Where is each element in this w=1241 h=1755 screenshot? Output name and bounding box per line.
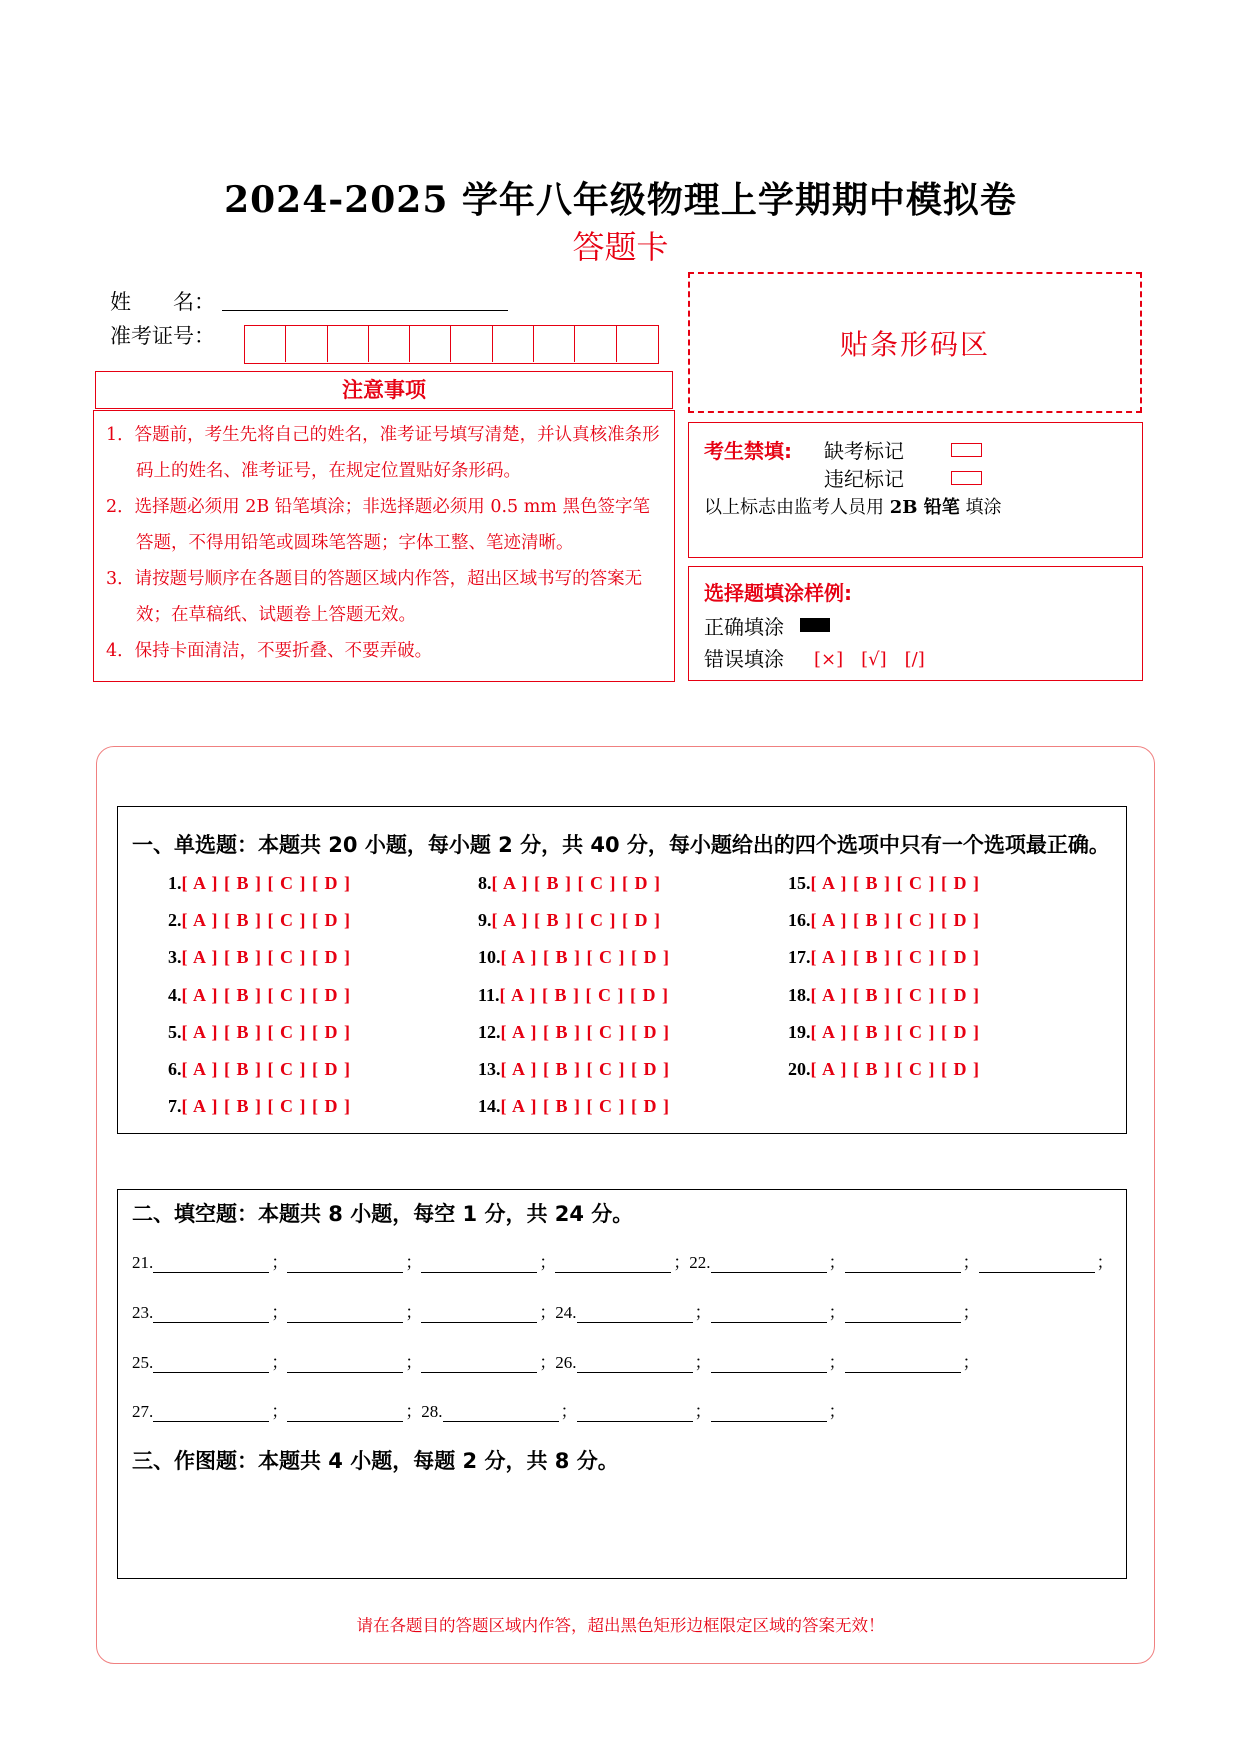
answer-blank[interactable]	[845, 1305, 961, 1323]
correct-fill-mark	[800, 618, 830, 632]
blank-question-number: 28.	[421, 1402, 443, 1421]
answer-blank[interactable]	[153, 1255, 269, 1273]
separator: ；	[271, 1353, 289, 1372]
choice-question[interactable]	[168, 1059, 351, 1080]
choice-question[interactable]	[478, 1059, 670, 1080]
separator: ；	[539, 1303, 557, 1322]
fill-blank-row	[132, 1348, 979, 1373]
fill-blank-row	[132, 1248, 1113, 1273]
separator: ；	[828, 1303, 846, 1322]
choice-options[interactable]: [ A ] [ B ] [ C ] [ D ]	[810, 984, 980, 1005]
answer-blank[interactable]	[421, 1305, 537, 1323]
choice-question[interactable]	[788, 1059, 980, 1080]
separator: ；	[694, 1303, 712, 1322]
absent-mark-label: 缺考标记	[824, 439, 904, 463]
answer-blank[interactable]	[421, 1255, 537, 1273]
separator: ；	[694, 1402, 712, 1421]
choice-options[interactable]: [ A ] [ B ] [ C ] [ D ]	[491, 910, 661, 931]
staff-note-bold: 2B 铅笔	[889, 497, 960, 518]
choice-question[interactable]	[478, 1096, 670, 1117]
staff-note-prefix: 以上标志由监考人员用	[704, 497, 884, 518]
question-number: 12.	[478, 1021, 501, 1042]
question-number: 14.	[478, 1096, 501, 1117]
choice-question[interactable]	[788, 985, 980, 1006]
notice-list	[93, 410, 675, 682]
blank-question-number: 23.	[132, 1303, 154, 1322]
choice-options[interactable]: [ A ] [ B ] [ C ] [ D ]	[181, 947, 351, 968]
choice-options[interactable]: [ A ] [ B ] [ C ] [ D ]	[500, 1096, 670, 1117]
id-digit-box[interactable]	[493, 326, 534, 362]
question-number: 7.	[168, 1096, 182, 1117]
blank-question-number: 22.	[689, 1253, 711, 1272]
section2-title: 二、填空题：本题共 8 小题，每空 1 分，共 24 分。	[132, 1202, 634, 1226]
choice-options[interactable]: [ A ] [ B ] [ C ] [ D ]	[810, 873, 980, 893]
choice-question[interactable]	[168, 985, 351, 1006]
id-digit-box[interactable]	[245, 326, 286, 362]
choice-options[interactable]: [ A ] [ B ] [ C ] [ D ]	[181, 910, 351, 931]
id-label: 准考证号：	[110, 324, 215, 348]
choice-options[interactable]: [ A ] [ B ] [ C ] [ D ]	[181, 1059, 351, 1079]
question-number: 10.	[478, 947, 501, 968]
correct-fill-label: 正确填涂	[704, 615, 784, 639]
answer-blank[interactable]	[153, 1404, 269, 1422]
choice-options[interactable]: [ A ] [ B ] [ C ] [ D ]	[181, 1021, 351, 1042]
absent-mark-box[interactable]	[951, 443, 982, 457]
separator: ；	[828, 1402, 846, 1421]
exam-title: 2024-2025 学年八年级物理上学期期中模拟卷	[224, 179, 1017, 221]
choice-question[interactable]	[168, 873, 351, 894]
answer-blank[interactable]	[711, 1404, 827, 1422]
separator: ；	[539, 1353, 557, 1372]
section1-title: 一、单选题：本题共 20 小题，每小题 2 分，共 40 分，每小题给出的四个选项中只有一个选项最正确。	[132, 833, 1110, 857]
wrong-fill-label: 错误填涂	[704, 647, 784, 671]
separator: ；	[405, 1402, 423, 1421]
blank-question-number: 26.	[555, 1353, 577, 1372]
separator: ；	[673, 1253, 691, 1272]
question-number: 17.	[788, 947, 811, 968]
question-number: 1.	[168, 873, 182, 893]
question-number: 18.	[788, 984, 811, 1005]
separator: ；	[271, 1402, 289, 1421]
answer-blank[interactable]	[979, 1255, 1095, 1273]
notice-item: 1．答题前，考生先将自己的姓名，准考证号填写清楚，并认真核准条形码上的姓名、准考证号，在规定位置贴好条形码。	[106, 425, 660, 481]
answer-blank[interactable]	[443, 1404, 559, 1422]
choice-question[interactable]	[788, 1022, 980, 1043]
separator: ；	[962, 1353, 980, 1372]
single-choice-section	[117, 806, 1127, 1134]
answer-blank[interactable]	[845, 1255, 961, 1273]
question-number: 6.	[168, 1059, 182, 1079]
answer-blank[interactable]	[153, 1305, 269, 1323]
answer-blank[interactable]	[711, 1255, 827, 1273]
choice-options[interactable]: [ A ] [ B ] [ C ] [ D ]	[499, 984, 669, 1005]
answer-blank[interactable]	[287, 1255, 403, 1273]
fill-blank-row	[132, 1397, 845, 1422]
choice-question[interactable]	[478, 985, 669, 1006]
answer-blank[interactable]	[153, 1355, 269, 1373]
answer-card-subtitle: 答题卡	[572, 228, 669, 266]
id-digit-box[interactable]	[328, 326, 369, 362]
wrong-fill-marks: [×] [√] [/]	[814, 649, 925, 670]
name-field[interactable]	[222, 310, 508, 311]
separator: ；	[828, 1253, 846, 1272]
question-number: 13.	[478, 1059, 501, 1079]
id-number-boxes[interactable]	[244, 325, 659, 364]
staff-note-suffix: 填涂	[965, 497, 1002, 518]
choice-options[interactable]: [ A ] [ B ] [ C ] [ D ]	[810, 910, 980, 931]
choice-question[interactable]	[168, 947, 351, 968]
id-digit-box[interactable]	[575, 326, 616, 362]
choice-options[interactable]: [ A ] [ B ] [ C ] [ D ]	[500, 1021, 670, 1042]
separator: ；	[962, 1303, 980, 1322]
question-number: 20.	[788, 1059, 811, 1079]
choice-question[interactable]	[168, 1096, 351, 1117]
answer-blank[interactable]	[577, 1404, 693, 1422]
name-label: 姓 名：	[110, 290, 215, 314]
violation-mark-box[interactable]	[951, 471, 982, 485]
answer-blank[interactable]	[287, 1305, 403, 1323]
answer-blank[interactable]	[287, 1404, 403, 1422]
separator: ；	[271, 1303, 289, 1322]
separator: ；	[539, 1253, 557, 1272]
separator: ；	[271, 1253, 289, 1272]
id-digit-box[interactable]	[451, 326, 492, 362]
choice-question[interactable]	[788, 873, 980, 894]
question-number: 5.	[168, 1021, 182, 1042]
choice-options[interactable]: [ A ] [ B ] [ C ] [ D ]	[810, 1059, 980, 1079]
choice-question[interactable]	[478, 873, 661, 894]
blank-question-number: 21.	[132, 1253, 154, 1272]
blank-question-number: 25.	[132, 1353, 154, 1372]
answer-blank[interactable]	[577, 1355, 693, 1373]
choice-question[interactable]	[788, 910, 980, 931]
answer-blank[interactable]	[421, 1355, 537, 1373]
fill-sample-title: 选择题填涂样例:	[704, 581, 852, 605]
choice-question[interactable]	[478, 1022, 670, 1043]
answer-blank[interactable]	[287, 1355, 403, 1373]
answer-blank[interactable]	[555, 1255, 671, 1273]
separator: ；	[405, 1353, 423, 1372]
id-digit-box[interactable]	[410, 326, 451, 362]
staff-only-label: 考生禁填:	[704, 439, 792, 463]
notice-item: 2．选择题必须用 2B 铅笔填涂；非选择题必须用 0.5 mm 黑色签字笔答题，不得用铅笔或圆珠笔答题；字体工整、笔迹清晰。	[106, 497, 650, 553]
question-number: 2.	[168, 910, 182, 931]
id-digit-box[interactable]	[369, 326, 410, 362]
answer-blank[interactable]	[711, 1355, 827, 1373]
question-number: 11.	[478, 984, 500, 1005]
separator: ；	[405, 1303, 423, 1322]
choice-question[interactable]	[478, 947, 670, 968]
question-number: 16.	[788, 910, 811, 931]
choice-options[interactable]: [ A ] [ B ] [ C ] [ D ]	[810, 947, 980, 968]
choice-question[interactable]	[478, 910, 661, 931]
separator: ；	[828, 1353, 846, 1372]
choice-question[interactable]	[168, 910, 351, 931]
question-number: 19.	[788, 1021, 811, 1042]
fill-blank-section	[117, 1189, 1127, 1579]
violation-mark-label: 违纪标记	[824, 467, 904, 491]
fill-blank-row	[132, 1298, 979, 1323]
separator: ；	[405, 1253, 423, 1272]
notice-item: 4．保持卡面清洁，不要折叠、不要弄破。	[106, 641, 433, 661]
separator: ；	[560, 1402, 578, 1421]
answer-blank[interactable]	[711, 1305, 827, 1323]
id-digit-box[interactable]	[534, 326, 575, 362]
barcode-label: 贴条形码区	[839, 327, 990, 361]
choice-options[interactable]: [ A ] [ B ] [ C ] [ D ]	[181, 873, 351, 893]
question-number: 8.	[478, 873, 492, 893]
question-number: 4.	[168, 984, 182, 1005]
question-number: 9.	[478, 910, 492, 931]
fill-sample-box	[688, 566, 1143, 681]
section3-title: 三、作图题：本题共 4 小题，每题 2 分，共 8 分。	[132, 1449, 619, 1473]
choice-question[interactable]	[788, 947, 980, 968]
choice-options[interactable]: [ A ] [ B ] [ C ] [ D ]	[500, 947, 670, 968]
choice-options[interactable]: [ A ] [ B ] [ C ] [ D ]	[181, 1096, 351, 1117]
choice-options[interactable]: [ A ] [ B ] [ C ] [ D ]	[500, 1059, 670, 1079]
separator: ；	[694, 1353, 712, 1372]
separator: ；	[1096, 1253, 1114, 1272]
notice-title: 注意事项	[95, 371, 673, 409]
staff-note	[704, 493, 1001, 519]
staff-only-box	[688, 422, 1143, 558]
id-digit-box[interactable]	[286, 326, 327, 362]
blank-question-number: 24.	[555, 1303, 577, 1322]
answer-blank[interactable]	[845, 1355, 961, 1373]
barcode-area	[688, 272, 1142, 413]
choice-question[interactable]	[168, 1022, 351, 1043]
choice-options[interactable]: [ A ] [ B ] [ C ] [ D ]	[810, 1021, 980, 1042]
question-number: 3.	[168, 947, 182, 968]
separator: ；	[962, 1253, 980, 1272]
id-digit-box[interactable]	[617, 326, 658, 362]
choice-options[interactable]: [ A ] [ B ] [ C ] [ D ]	[181, 984, 351, 1005]
question-number: 15.	[788, 873, 811, 893]
choice-options[interactable]: [ A ] [ B ] [ C ] [ D ]	[491, 873, 661, 893]
notice-item: 3．请按题号顺序在各题目的答题区域内作答，超出区域书写的答案无效；在草稿纸、试题卷上答题无效。	[106, 569, 643, 625]
answer-blank[interactable]	[577, 1305, 693, 1323]
blank-question-number: 27.	[132, 1402, 154, 1421]
footer-warning: 请在各题目的答题区域内作答，超出黑色矩形边框限定区域的答案无效！	[356, 1616, 885, 1635]
